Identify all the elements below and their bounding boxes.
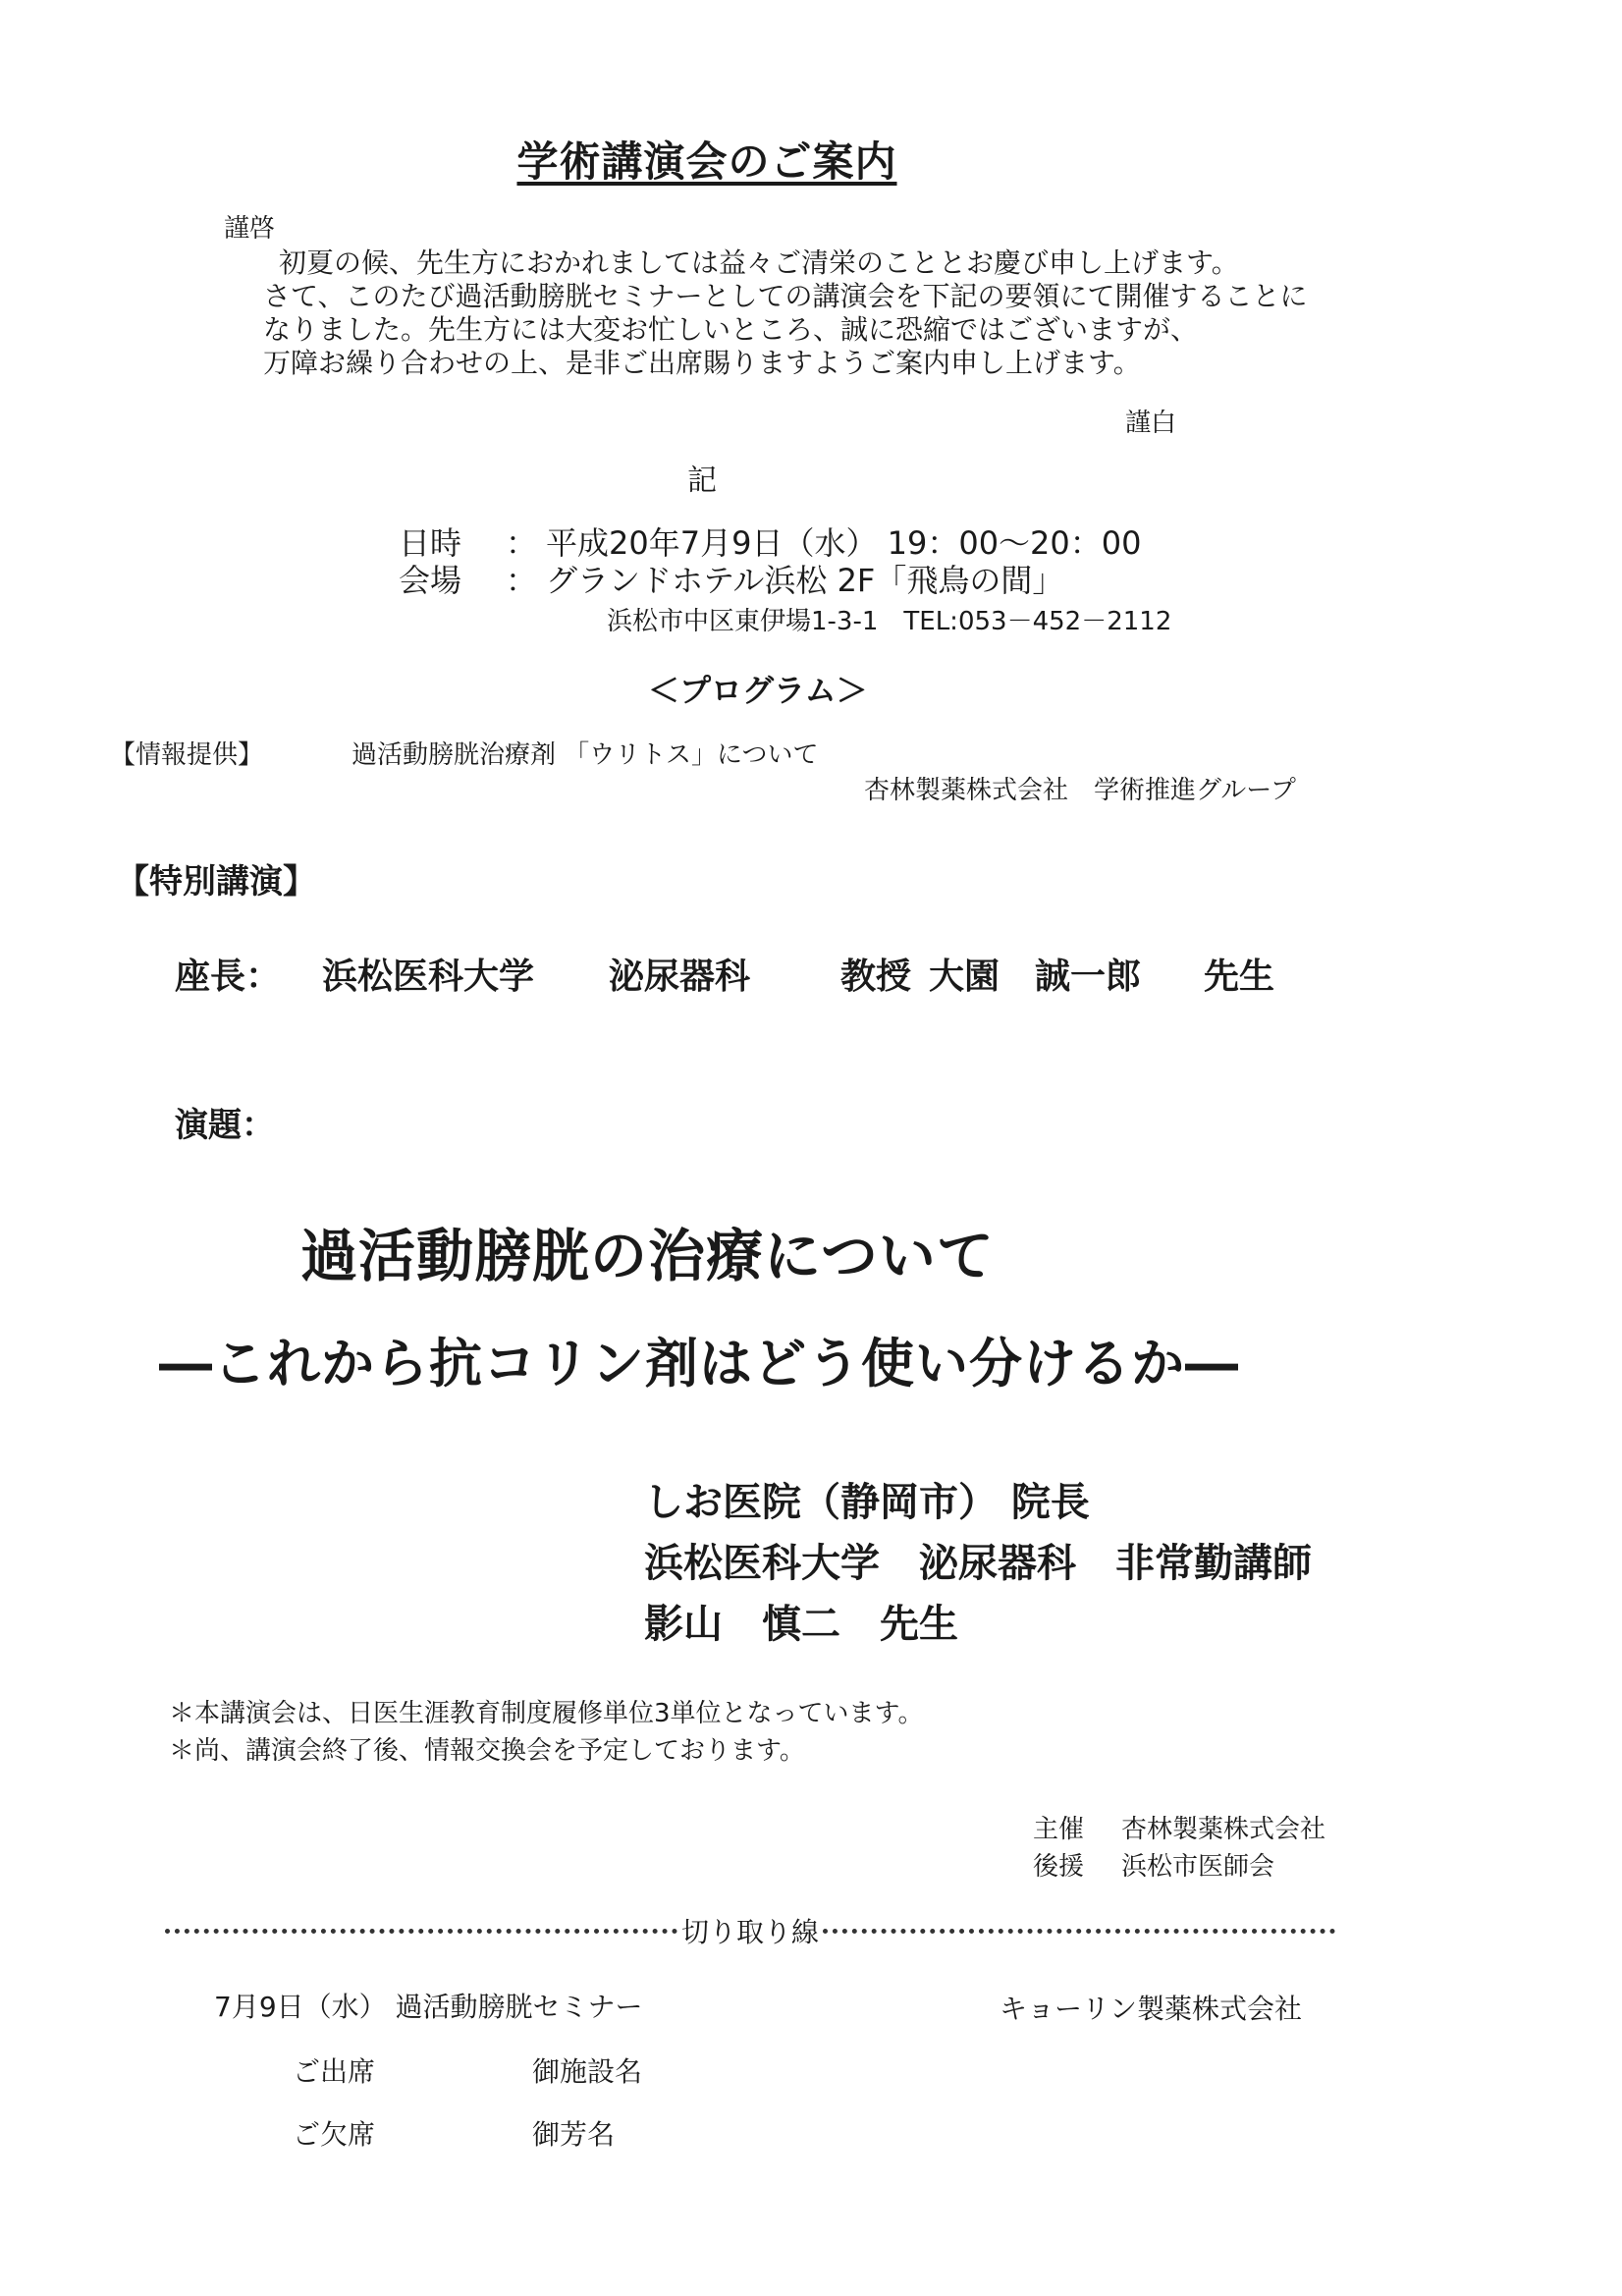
body-line-2: さて、このたび過活動膀胱セミナーとしての講演会を下記の要領にて開催することに: [263, 280, 1308, 312]
support-label: 後援: [1033, 1852, 1085, 1882]
lecture-title: 過活動膀胱の治療について: [300, 1223, 995, 1289]
venue-value: グランドホテル浜松 2F「飛鳥の間」: [546, 562, 1064, 599]
reply-company: キョーリン製薬株式会社: [1000, 1993, 1303, 2025]
topic-label: 演題：: [175, 1106, 275, 1145]
chair-honorific: 先生: [1204, 957, 1275, 997]
cut-line-dots-right: [823, 1929, 1335, 1934]
support-row: [1033, 1846, 1274, 1883]
reply-attend-option[interactable]: ご出席: [293, 2055, 376, 2088]
speaker-line-2: 浜松医科大学 泌尿器科 非常勤講師: [644, 1541, 1312, 1586]
datetime-separator: ：: [505, 524, 537, 562]
cut-line-label: 切り取り線: [681, 1916, 820, 1948]
host-label: 主催: [1033, 1815, 1085, 1844]
reply-name-field[interactable]: 御芳名: [532, 2118, 616, 2151]
info-presenter: 杏林製薬株式会社 学術推進グループ: [864, 776, 1296, 805]
body-line-1: 初夏の候、先生方におかれましては益々ご清栄のこととお慶び申し上げます。: [279, 246, 1239, 279]
body-line-4: 万障お繰り合わせの上、是非ご出席賜りますようご案内申し上げます。: [263, 347, 1141, 379]
reply-absent-option[interactable]: ご欠席: [293, 2118, 376, 2151]
chair-label: 座長：: [175, 957, 282, 997]
page-title: 学術講演会のご案内: [516, 137, 897, 186]
body-line-3: なりました。先生方には大変お忙しいところ、誠に恐縮ではございますが、: [263, 313, 1199, 346]
chair-name: 大園 誠一郎: [929, 957, 1142, 997]
note-reception: ＊尚、講演会終了後、情報交換会を予定しております。: [169, 1736, 805, 1766]
datetime-value: 平成20年7月9日（水） 19：00～20：00: [546, 524, 1142, 562]
support-value: 浜松市医師会: [1121, 1852, 1275, 1882]
note-credits: ＊本講演会は、日医生涯教育制度履修単位3単位となっています。: [169, 1699, 924, 1728]
cut-line-dots-left: [165, 1929, 677, 1934]
info-label: 【情報提供】: [110, 740, 264, 770]
datetime-label: 日時: [399, 524, 462, 562]
speaker-line-1: しお医院（静岡市） 院長: [644, 1480, 1090, 1525]
opening-salutation: 謹啓: [224, 214, 276, 244]
chair-title: 教授: [840, 957, 912, 997]
host-row: [1033, 1809, 1325, 1845]
venue-separator: ：: [505, 562, 537, 599]
speaker-line-3: 影山 慎二 先生: [644, 1602, 958, 1647]
special-lecture-heading: 【特別講演】: [116, 862, 316, 902]
cut-line: [165, 1911, 1335, 1950]
ki-mark: 記: [687, 464, 717, 498]
reply-facility-field[interactable]: 御施設名: [532, 2055, 643, 2088]
lecture-subtitle: ―これから抗コリン剤はどう使い分けるか―: [159, 1333, 1239, 1394]
host-value: 杏林製薬株式会社: [1121, 1815, 1326, 1844]
venue-label: 会場: [399, 562, 462, 599]
closing-salutation: 謹白: [1125, 409, 1177, 438]
chair-university: 浜松医科大学: [322, 957, 535, 997]
chair-row: [175, 949, 1274, 999]
info-topic: 過活動膀胱治療剤 「ウリトス」について: [351, 740, 819, 770]
program-heading: ＜プログラム＞: [648, 672, 868, 709]
venue-address: 浜松市中区東伊場1-3-1 TEL:053－452－2112: [607, 607, 1172, 636]
venue-row: [399, 556, 1063, 601]
chair-department: 泌尿器科: [609, 957, 751, 997]
reply-event: 7月9日（水） 過活動膀胱セミナー: [214, 1991, 643, 2023]
